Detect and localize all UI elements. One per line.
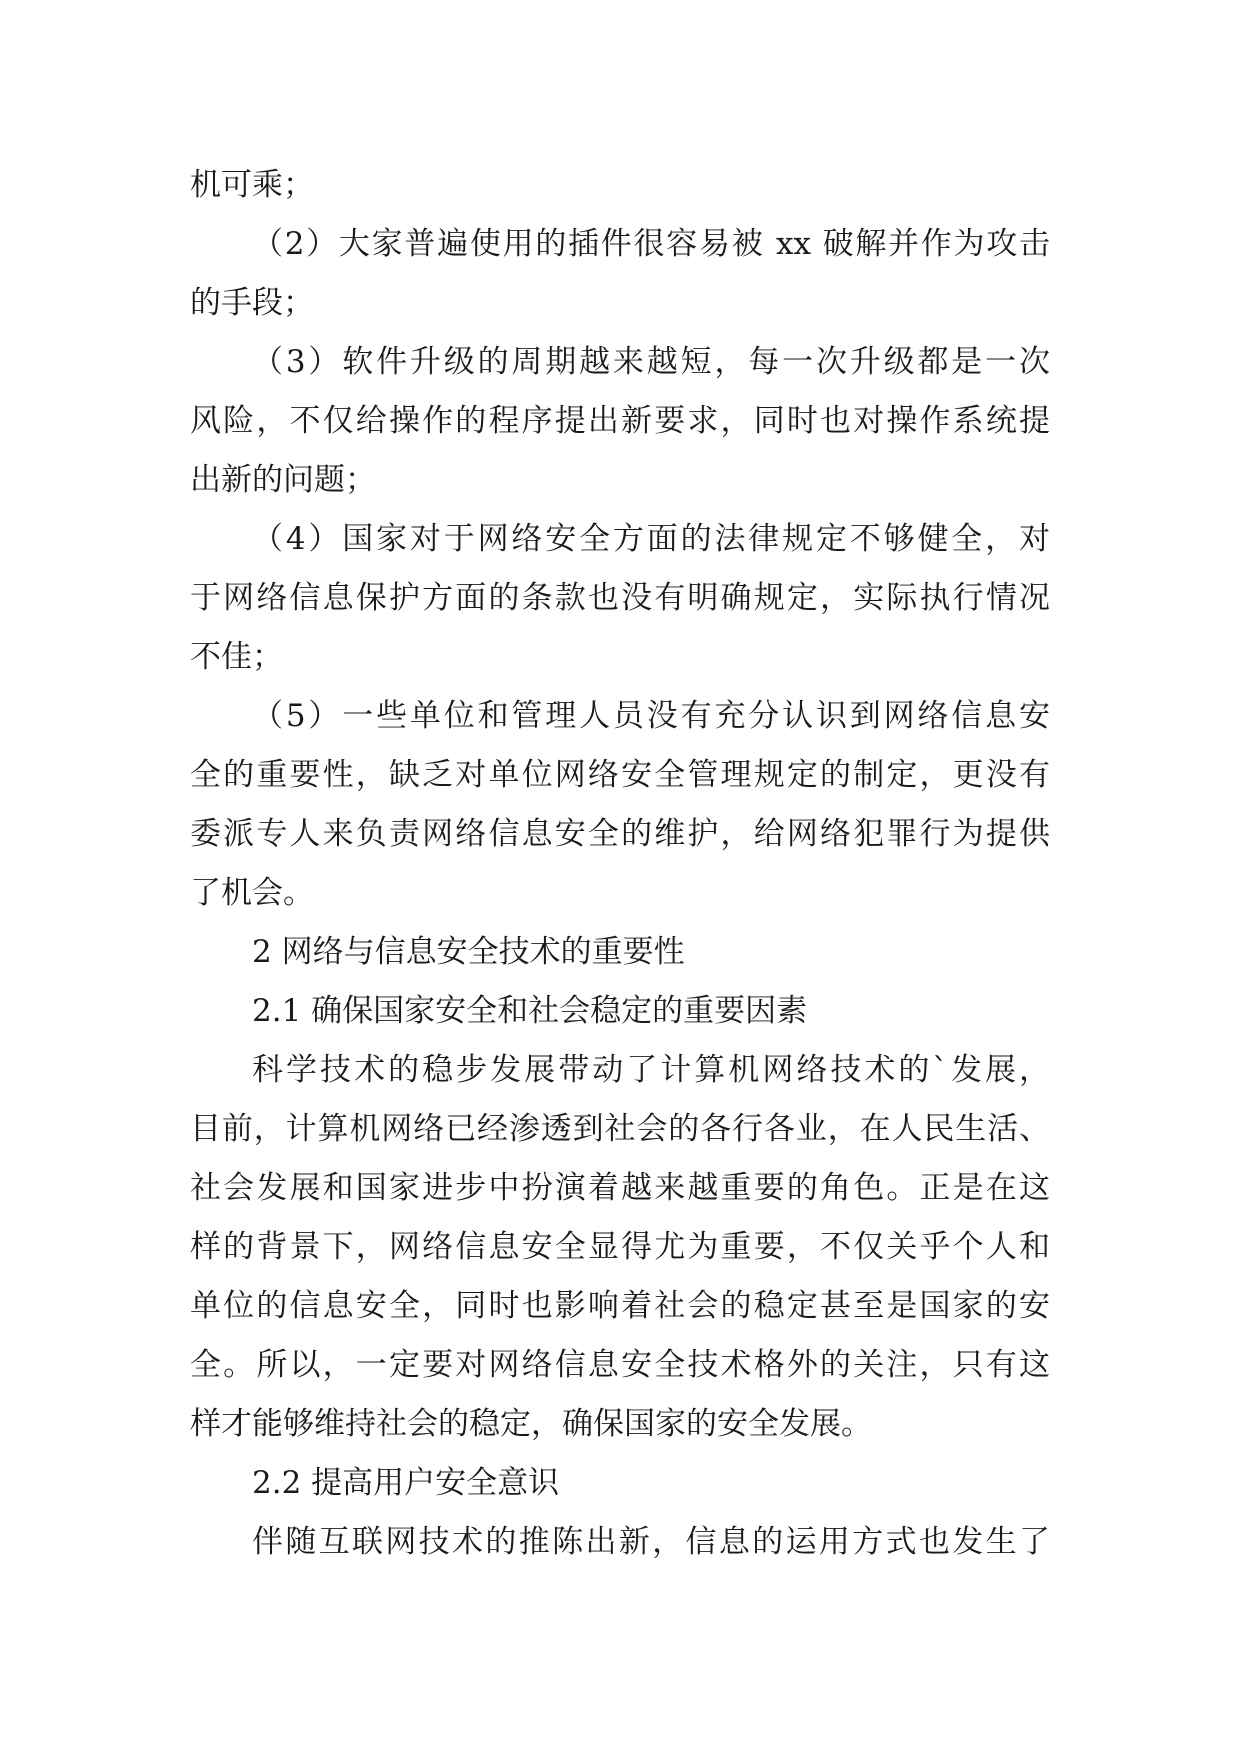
text-line: 不佳；	[190, 639, 283, 675]
text-line: （3）软件升级的周期越来越短，每一次升级都是一次	[252, 344, 1050, 380]
text-line: （4）国家对于网络安全方面的法律规定不够健全，对	[252, 521, 1050, 557]
text-line: （5）一些单位和管理人员没有充分认识到网络信息安	[252, 698, 1050, 734]
text-line: 科学技术的稳步发展带动了计算机网络技术的`发展，	[252, 1052, 1050, 1088]
text-line: （2）大家普遍使用的插件很容易被 xx 破解并作为攻击	[252, 226, 1050, 262]
text-line: 全的重要性，缺乏对单位网络安全管理规定的制定，更没有	[190, 757, 1050, 793]
text-line: 全。所以，一定要对网络信息安全技术格外的关注，只有这	[190, 1347, 1050, 1383]
text-line: 单位的信息安全，同时也影响着社会的稳定甚至是国家的安	[190, 1288, 1050, 1324]
subsection-heading: 2.2 提高用户安全意识	[252, 1465, 560, 1501]
text-line: 的手段；	[190, 285, 314, 321]
text-line: 出新的问题；	[190, 462, 376, 498]
text-line: 风险，不仅给操作的程序提出新要求，同时也对操作系统提	[190, 403, 1050, 439]
text-line: 了机会。	[190, 875, 314, 911]
text-line: 于网络信息保护方面的条款也没有明确规定，实际执行情况	[190, 580, 1050, 616]
text-line: 伴随互联网技术的推陈出新，信息的运用方式也发生了	[252, 1524, 1050, 1560]
text-line: 社会发展和国家进步中扮演着越来越重要的角色。正是在这	[190, 1170, 1050, 1206]
section-heading: 2 网络与信息安全技术的重要性	[252, 934, 685, 970]
subsection-heading: 2.1 确保国家安全和社会稳定的重要因素	[252, 993, 808, 1029]
text-line: 样才能够维持社会的稳定，确保国家的安全发展。	[190, 1406, 872, 1442]
text-line: 机可乘；	[190, 167, 314, 203]
text-line: 目前，计算机网络已经渗透到社会的各行各业，在人民生活、	[190, 1111, 1050, 1147]
text-line: 样的背景下，网络信息安全显得尤为重要，不仅关乎个人和	[190, 1229, 1050, 1265]
text-line: 委派专人来负责网络信息安全的维护，给网络犯罪行为提供	[190, 816, 1050, 852]
